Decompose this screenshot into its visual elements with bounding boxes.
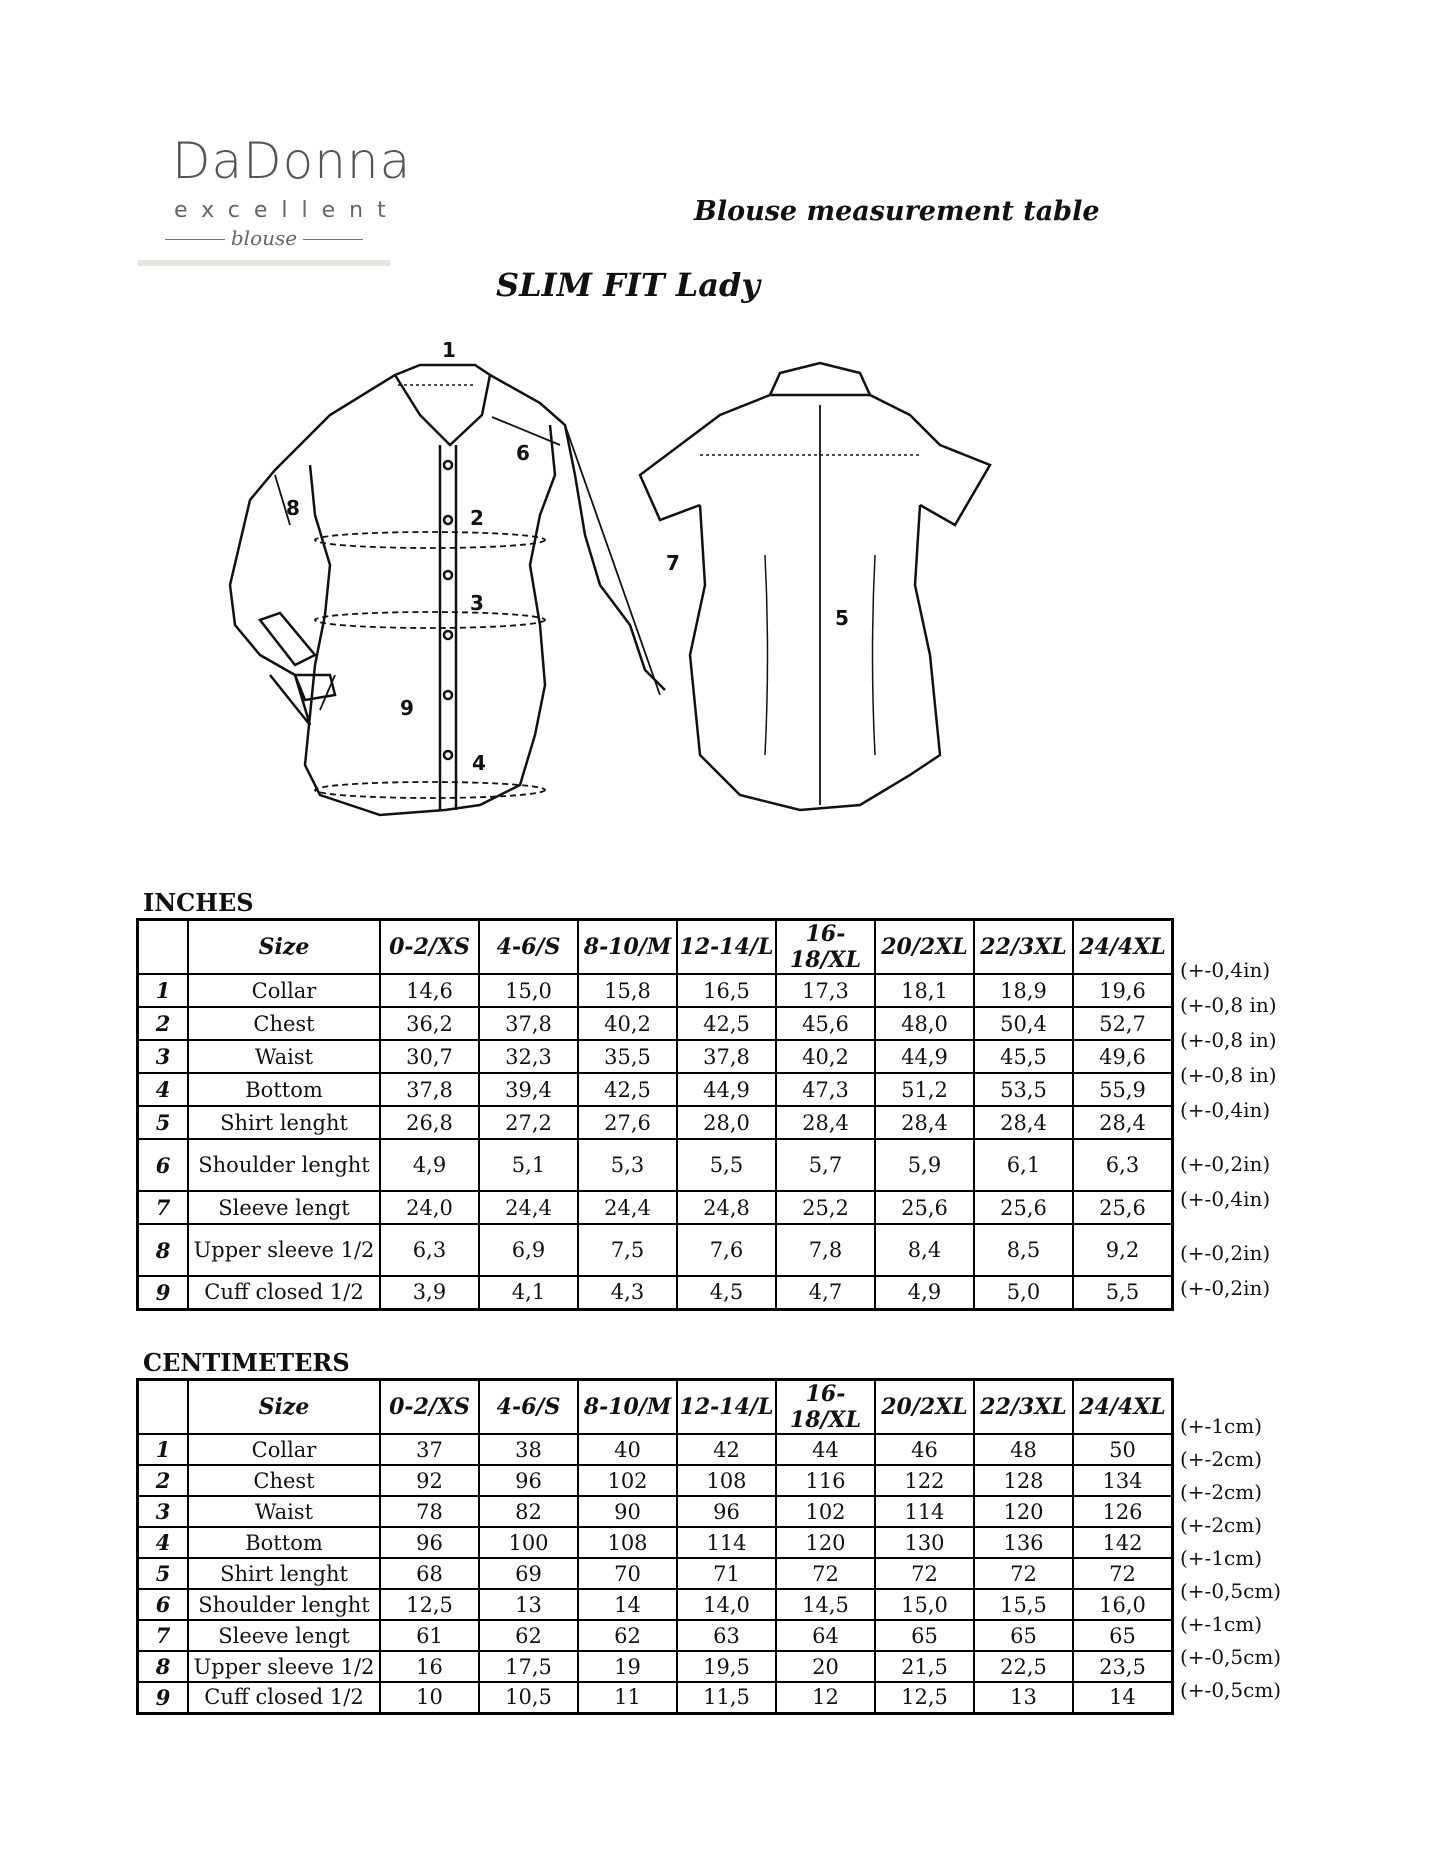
measurement-value: 19 (578, 1651, 677, 1682)
logo-bar (138, 260, 390, 266)
tolerance-note: (+-0,5cm) (1180, 1678, 1282, 1702)
measurement-value: 14 (578, 1589, 677, 1620)
measurement-name: Sleeve lengt (188, 1620, 380, 1651)
measurement-value: 20 (776, 1651, 875, 1682)
row-number: 3 (138, 1040, 189, 1073)
measurement-value: 4,5 (677, 1276, 776, 1309)
row-number: 8 (138, 1224, 189, 1276)
measurement-row (138, 1496, 1173, 1527)
brand-logo (138, 128, 412, 270)
tolerance-note: (+-0,4in) (1180, 1098, 1271, 1122)
inches-table (136, 918, 1174, 1311)
size-header-cell: Size (188, 920, 380, 975)
measurement-value: 32,3 (479, 1040, 578, 1073)
measurement-row (138, 1040, 1173, 1073)
measurement-value: 11,5 (677, 1682, 776, 1713)
measurement-value: 116 (776, 1465, 875, 1496)
measurement-value: 37,8 (479, 1007, 578, 1040)
back-view (640, 363, 990, 810)
measurement-value: 7,8 (776, 1224, 875, 1276)
measurement-value: 6,3 (380, 1224, 479, 1276)
measurement-value: 24,0 (380, 1191, 479, 1224)
size-column-header: 16-18/XL (776, 920, 875, 975)
size-column-header: 20/2XL (875, 920, 974, 975)
measurement-value: 78 (380, 1496, 479, 1527)
measurement-value: 55,9 (1073, 1073, 1173, 1106)
measurement-value: 114 (875, 1496, 974, 1527)
diagram-label-6: 6 (516, 441, 530, 465)
row-number: 8 (138, 1651, 189, 1682)
tolerance-note: (+-0,8 in) (1180, 1028, 1277, 1052)
diagram-label-9: 9 (400, 696, 414, 720)
measurement-value: 27,2 (479, 1106, 578, 1139)
measurement-value: 19,6 (1073, 974, 1173, 1007)
measurement-row (138, 1106, 1173, 1139)
header-blank-cell (138, 1380, 189, 1435)
measurement-value: 44,9 (677, 1073, 776, 1106)
measurement-value: 17,3 (776, 974, 875, 1007)
measurement-value: 37 (380, 1434, 479, 1465)
measurement-value: 126 (1073, 1496, 1173, 1527)
measurement-value: 122 (875, 1465, 974, 1496)
measurement-value: 102 (578, 1465, 677, 1496)
measurement-value: 25,2 (776, 1191, 875, 1224)
measurement-value: 45,6 (776, 1007, 875, 1040)
measurement-value: 6,9 (479, 1224, 578, 1276)
measurement-value: 16,0 (1073, 1589, 1173, 1620)
measurement-name: Upper sleeve 1/2 (188, 1224, 380, 1276)
measurement-value: 6,3 (1073, 1139, 1173, 1191)
measurement-value: 11 (578, 1682, 677, 1713)
measurement-row (138, 1191, 1173, 1224)
measurement-value: 6,1 (974, 1139, 1073, 1191)
measurement-value: 50 (1073, 1434, 1173, 1465)
measurement-value: 47,3 (776, 1073, 875, 1106)
measurement-name: Waist (188, 1496, 380, 1527)
measurement-value: 14,0 (677, 1589, 776, 1620)
measurement-value: 7,6 (677, 1224, 776, 1276)
measurement-name: Chest (188, 1007, 380, 1040)
measurement-value: 12,5 (875, 1682, 974, 1713)
diagram-label-3: 3 (470, 591, 484, 615)
size-column-header: 12-14/L (677, 1380, 776, 1435)
centimeters-label: CENTIMETERS (143, 1348, 350, 1377)
measurement-row (138, 1276, 1173, 1309)
measurement-value: 3,9 (380, 1276, 479, 1309)
size-column-header: 12-14/L (677, 920, 776, 975)
measurement-value: 12 (776, 1682, 875, 1713)
measurement-name: Cuff closed 1/2 (188, 1276, 380, 1309)
measurement-value: 68 (380, 1558, 479, 1589)
measurement-value: 28,4 (1073, 1106, 1173, 1139)
tolerance-note: (+-0,4in) (1180, 1187, 1271, 1211)
row-number: 4 (138, 1073, 189, 1106)
measurement-name: Shirt lenght (188, 1558, 380, 1589)
logo-brand: DaDonna (172, 132, 412, 190)
measurement-value: 5,1 (479, 1139, 578, 1191)
row-number: 5 (138, 1558, 189, 1589)
measurement-row (138, 1139, 1173, 1191)
measurement-value: 142 (1073, 1527, 1173, 1558)
inches-label: INCHES (143, 888, 254, 917)
measurement-value: 72 (875, 1558, 974, 1589)
diagram-label-5: 5 (835, 606, 849, 630)
measurement-row (138, 974, 1173, 1007)
measurement-row (138, 1224, 1173, 1276)
centimeters-table (136, 1378, 1174, 1715)
front-view (230, 365, 665, 815)
measurement-value: 14,6 (380, 974, 479, 1007)
measurement-value: 13 (974, 1682, 1073, 1713)
row-number: 7 (138, 1620, 189, 1651)
size-column-header: 24/4XL (1073, 1380, 1173, 1435)
measurement-value: 65 (974, 1620, 1073, 1651)
measurement-value: 53,5 (974, 1073, 1073, 1106)
measurement-value: 15,5 (974, 1589, 1073, 1620)
measurement-value: 5,3 (578, 1139, 677, 1191)
measurement-value: 21,5 (875, 1651, 974, 1682)
measurement-value: 40,2 (776, 1040, 875, 1073)
diagram-label-7: 7 (666, 551, 680, 575)
measurement-value: 108 (677, 1465, 776, 1496)
measurement-value: 120 (974, 1496, 1073, 1527)
measurement-value: 15,8 (578, 974, 677, 1007)
header-blank-cell (138, 920, 189, 975)
measurement-row (138, 1527, 1173, 1558)
measurement-value: 40,2 (578, 1007, 677, 1040)
size-header-cell: Size (188, 1380, 380, 1435)
row-number: 9 (138, 1276, 189, 1309)
measurement-value: 15,0 (875, 1589, 974, 1620)
measurement-value: 4,7 (776, 1276, 875, 1309)
measurement-value: 49,6 (1073, 1040, 1173, 1073)
measurement-name: Chest (188, 1465, 380, 1496)
size-column-header: 16-18/XL (776, 1380, 875, 1435)
measurement-name: Cuff closed 1/2 (188, 1682, 380, 1713)
measurement-value: 42,5 (578, 1073, 677, 1106)
measurement-value: 52,7 (1073, 1007, 1173, 1040)
measurement-value: 27,6 (578, 1106, 677, 1139)
logo-line2: blouse (230, 226, 298, 250)
size-column-header: 4-6/S (479, 920, 578, 975)
measurement-value: 8,5 (974, 1224, 1073, 1276)
measurement-value: 44 (776, 1434, 875, 1465)
size-column-header: 4-6/S (479, 1380, 578, 1435)
measurement-value: 96 (380, 1527, 479, 1558)
measurement-name: Shoulder lenght (188, 1139, 380, 1191)
measurement-row (138, 1434, 1173, 1465)
tolerance-note: (+-2cm) (1180, 1513, 1263, 1537)
measurement-name: Waist (188, 1040, 380, 1073)
measurement-value: 72 (1073, 1558, 1173, 1589)
size-column-header: 0-2/XS (380, 1380, 479, 1435)
measurement-value: 45,5 (974, 1040, 1073, 1073)
measurement-value: 13 (479, 1589, 578, 1620)
measurement-value: 48 (974, 1434, 1073, 1465)
measurement-value: 64 (776, 1620, 875, 1651)
measurement-row (138, 1558, 1173, 1589)
measurement-value: 120 (776, 1527, 875, 1558)
measurement-value: 5,9 (875, 1139, 974, 1191)
measurement-value: 17,5 (479, 1651, 578, 1682)
measurement-value: 10,5 (479, 1682, 578, 1713)
measurement-name: Collar (188, 1434, 380, 1465)
row-number: 3 (138, 1496, 189, 1527)
inches-header-row (138, 920, 1173, 975)
measurement-value: 28,4 (974, 1106, 1073, 1139)
measurement-value: 62 (578, 1620, 677, 1651)
row-number: 2 (138, 1465, 189, 1496)
measurement-value: 26,8 (380, 1106, 479, 1139)
measurement-value: 92 (380, 1465, 479, 1496)
tolerance-note: (+-1cm) (1180, 1414, 1263, 1438)
measurement-value: 62 (479, 1620, 578, 1651)
logo-line2-wrap (138, 226, 390, 250)
document-subtitle: SLIM FIT Lady (496, 266, 760, 304)
tolerance-note: (+-0,4in) (1180, 958, 1271, 982)
measurement-name: Collar (188, 974, 380, 1007)
measurement-value: 72 (776, 1558, 875, 1589)
size-column-header: 20/2XL (875, 1380, 974, 1435)
measurement-name: Upper sleeve 1/2 (188, 1651, 380, 1682)
measurement-value: 28,0 (677, 1106, 776, 1139)
measurement-value: 96 (677, 1496, 776, 1527)
tolerance-note: (+-1cm) (1180, 1612, 1263, 1636)
row-number: 9 (138, 1682, 189, 1713)
row-number: 5 (138, 1106, 189, 1139)
row-number: 1 (138, 974, 189, 1007)
measurement-value: 48,0 (875, 1007, 974, 1040)
measurement-value: 50,4 (974, 1007, 1073, 1040)
row-number: 6 (138, 1139, 189, 1191)
measurement-value: 12,5 (380, 1589, 479, 1620)
measurement-name: Bottom (188, 1527, 380, 1558)
measurement-row (138, 1651, 1173, 1682)
measurement-row (138, 1620, 1173, 1651)
measurement-value: 14 (1073, 1682, 1173, 1713)
measurement-value: 25,6 (974, 1191, 1073, 1224)
measurement-value: 69 (479, 1558, 578, 1589)
measurement-value: 5,0 (974, 1276, 1073, 1309)
size-column-header: 8-10/M (578, 1380, 677, 1435)
measurement-value: 14,5 (776, 1589, 875, 1620)
tolerance-note: (+-2cm) (1180, 1480, 1263, 1504)
size-column-header: 24/4XL (1073, 920, 1173, 975)
measurement-value: 114 (677, 1527, 776, 1558)
measurement-value: 8,4 (875, 1224, 974, 1276)
measurement-row (138, 1073, 1173, 1106)
measurement-value: 46 (875, 1434, 974, 1465)
tolerance-note: (+-0,8 in) (1180, 993, 1277, 1017)
row-number: 6 (138, 1589, 189, 1620)
measurement-value: 22,5 (974, 1651, 1073, 1682)
measurement-name: Shirt lenght (188, 1106, 380, 1139)
measurement-value: 90 (578, 1496, 677, 1527)
measurement-value: 5,7 (776, 1139, 875, 1191)
measurement-value: 10 (380, 1682, 479, 1713)
measurement-value: 4,3 (578, 1276, 677, 1309)
measurement-value: 16,5 (677, 974, 776, 1007)
measurement-value: 28,4 (776, 1106, 875, 1139)
tolerance-note: (+-0,2in) (1180, 1152, 1271, 1176)
centimeters-header-row (138, 1380, 1173, 1435)
measurement-value: 25,6 (1073, 1191, 1173, 1224)
measurement-value: 24,4 (479, 1191, 578, 1224)
measurement-row (138, 1682, 1173, 1713)
measurement-value: 5,5 (1073, 1276, 1173, 1309)
measurement-value: 18,9 (974, 974, 1073, 1007)
measurement-value: 30,7 (380, 1040, 479, 1073)
document-title: Blouse measurement table (694, 196, 1100, 227)
tolerance-note: (+-0,2in) (1180, 1276, 1271, 1300)
measurement-value: 102 (776, 1496, 875, 1527)
measurement-value: 40 (578, 1434, 677, 1465)
measurement-value: 36,2 (380, 1007, 479, 1040)
measurement-row (138, 1589, 1173, 1620)
measurement-value: 23,5 (1073, 1651, 1173, 1682)
measurement-value: 100 (479, 1527, 578, 1558)
measurement-name: Bottom (188, 1073, 380, 1106)
size-column-header: 22/3XL (974, 1380, 1073, 1435)
measurement-value: 5,5 (677, 1139, 776, 1191)
measurement-value: 9,2 (1073, 1224, 1173, 1276)
measurement-value: 16 (380, 1651, 479, 1682)
measurement-value: 51,2 (875, 1073, 974, 1106)
measurement-value: 28,4 (875, 1106, 974, 1139)
measurement-value: 134 (1073, 1465, 1173, 1496)
measurement-value: 24,8 (677, 1191, 776, 1224)
measurement-value: 128 (974, 1465, 1073, 1496)
blouse-diagram (220, 335, 1100, 855)
measurement-value: 44,9 (875, 1040, 974, 1073)
measurement-value: 108 (578, 1527, 677, 1558)
tolerance-note: (+-0,2in) (1180, 1241, 1271, 1265)
measurement-value: 37,8 (380, 1073, 479, 1106)
row-number: 1 (138, 1434, 189, 1465)
measurement-value: 82 (479, 1496, 578, 1527)
measurement-value: 7,5 (578, 1224, 677, 1276)
size-column-header: 0-2/XS (380, 920, 479, 975)
measurement-value: 65 (1073, 1620, 1173, 1651)
row-number: 7 (138, 1191, 189, 1224)
tolerance-note: (+-2cm) (1180, 1447, 1263, 1471)
measurement-value: 65 (875, 1620, 974, 1651)
measurement-value: 37,8 (677, 1040, 776, 1073)
measurement-value: 4,9 (380, 1139, 479, 1191)
measurement-value: 136 (974, 1527, 1073, 1558)
measurement-value: 4,1 (479, 1276, 578, 1309)
row-number: 2 (138, 1007, 189, 1040)
measurement-value: 38 (479, 1434, 578, 1465)
measurement-value: 70 (578, 1558, 677, 1589)
measurement-value: 15,0 (479, 974, 578, 1007)
measurement-value: 42 (677, 1434, 776, 1465)
measurement-value: 63 (677, 1620, 776, 1651)
measurement-row (138, 1465, 1173, 1496)
measurement-value: 24,4 (578, 1191, 677, 1224)
measurement-value: 39,4 (479, 1073, 578, 1106)
measurement-value: 19,5 (677, 1651, 776, 1682)
diagram-label-2: 2 (470, 506, 484, 530)
measurement-name: Shoulder lenght (188, 1589, 380, 1620)
measurement-value: 4,9 (875, 1276, 974, 1309)
measurement-value: 71 (677, 1558, 776, 1589)
logo-line1: excellent (174, 198, 400, 223)
row-number: 4 (138, 1527, 189, 1558)
measurement-row (138, 1007, 1173, 1040)
diagram-label-8: 8 (286, 496, 300, 520)
measurement-value: 42,5 (677, 1007, 776, 1040)
size-column-header: 8-10/M (578, 920, 677, 975)
measurement-name: Sleeve lengt (188, 1191, 380, 1224)
diagram-label-4: 4 (472, 751, 486, 775)
measurement-value: 61 (380, 1620, 479, 1651)
measurement-value: 130 (875, 1527, 974, 1558)
measurement-value: 18,1 (875, 974, 974, 1007)
tolerance-note: (+-1cm) (1180, 1546, 1263, 1570)
measurement-value: 72 (974, 1558, 1073, 1589)
measurement-value: 25,6 (875, 1191, 974, 1224)
diagram-label-1: 1 (442, 338, 456, 362)
measurement-value: 96 (479, 1465, 578, 1496)
tolerance-note: (+-0,8 in) (1180, 1063, 1277, 1087)
tolerance-note: (+-0,5cm) (1180, 1579, 1282, 1603)
measurement-value: 35,5 (578, 1040, 677, 1073)
tolerance-note: (+-0,5cm) (1180, 1645, 1282, 1669)
size-column-header: 22/3XL (974, 920, 1073, 975)
